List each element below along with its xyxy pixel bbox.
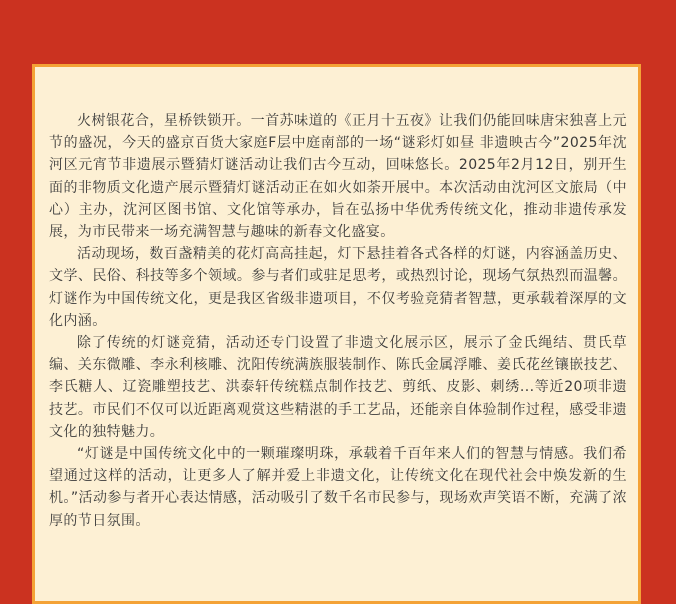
paragraph-3: 除了传统的灯谜竞猜，活动还专门设置了非遗文化展示区，展示了金氏绳结、贯氏草编、关东微雕、李永利核雕、沈阳传统满族服装制作、陈氏金属浮雕、姜氏花丝镶嵌技艺、李氏糖人、辽瓷雕塑技艺、洪泰轩传统糕点制作技艺、剪纸、皮影、刺绣...等近20项非遗技艺。市民们不仅可以近距离观赏这些精湛的手工艺品，还能亲自体验制作过程，感受非遗文化的独特魅力。 [49, 335, 627, 440]
paragraph-2: 活动现场，数百盏精美的花灯高高挂起，灯下悬挂着各式各样的灯谜，内容涵盖历史、文学、民俗、科技等多个领域。参与者们或驻足思考，或热烈讨论，现场气氛热烈而温馨。灯谜作为中国传统文化，更是我区省级非遗项目，不仅考验竞猜者智慧，更承载着深厚的文化内涵。 [49, 246, 627, 329]
paragraph-1: 火树银花合，星桥铁锁开。一首苏味道的《正月十五夜》让我们仍能回味唐宋独喜上元节的盛况，今天的盛京百货大家庭F层中庭南部的一场“谜彩灯如昼 非遗映古今”2025年沈河区元宵节非遗展示暨猜灯谜活动让我们古今互动，回味悠长。2025年2月12日，别开生面的非物质文化遗产展示暨猜灯谜活动正在如火如荼开展中。本次活动由沈河区文旅局（中心）主办，沈河区图书馆、文化馆等承办，旨在弘扬中华优秀传统文化，推动非遗传承发展，为市民带来一场充满智慧与趣味的新春文化盛宴。 [49, 113, 627, 241]
article-body [49, 110, 627, 532]
paragraph-4: “灯谜是中国传统文化中的一颗璀璨明珠，承载着千百年来人们的智慧与情感。我们希望通过这样的活动，让更多人了解并爱上非遗文化，让传统文化在现代社会中焕发新的生机。”活动参与者开心表达情感，活动吸引了数千名市民参与，现场欢声笑语不断，充满了浓厚的节日氛围。 [49, 446, 627, 529]
